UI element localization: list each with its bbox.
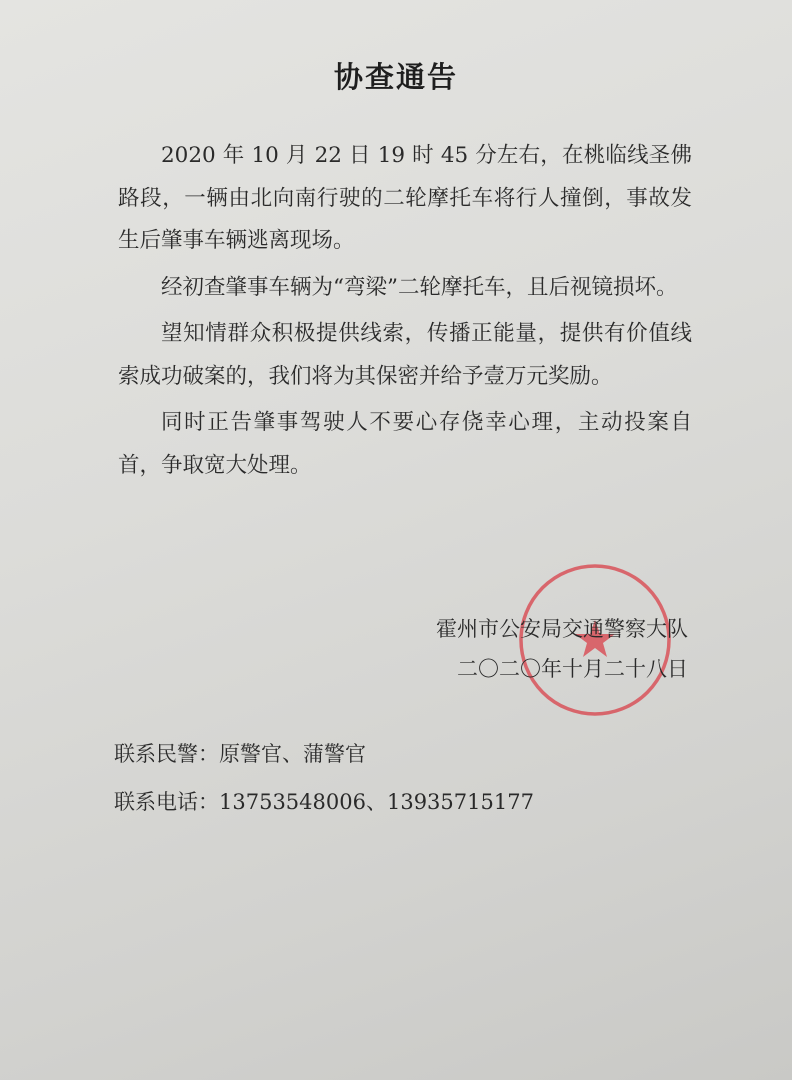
contact-phones <box>114 786 534 816</box>
issuing-organization: 霍州市公安局交通警察大队 <box>436 617 688 641</box>
contact-officers-value: 原警官、蒲警官 <box>219 742 366 766</box>
contact-officers <box>114 738 366 768</box>
paragraph-incident: 2020 年 10 月 22 日 19 时 45 分左右，在桃临线圣佛路段，一辆由北向南行驶的二轮摩托车将行人撞倒，事故发生后肇事车辆逃离现场。 <box>118 143 692 253</box>
contact-phones-label: 联系电话： <box>114 790 219 814</box>
paragraph-vehicle: 经初查肇事车辆为“弯梁”二轮摩托车，且后视镜损坏。 <box>161 274 678 300</box>
issue-date: 二〇二〇年十月二十八日 <box>457 657 688 681</box>
paragraph-warning: 同时正告肇事驾驶人不要心存侥幸心理，主动投案自首，争取宽大处理。 <box>118 410 692 478</box>
contact-officers-label: 联系民警： <box>114 742 219 766</box>
contact-phones-value: 13753548006、13935715177 <box>219 790 534 814</box>
notice-body <box>118 135 692 491</box>
notice-title: 协查通告 <box>333 60 458 94</box>
paragraph-reward: 望知情群众积极提供线索，传播正能量，提供有价值线索成功破案的，我们将为其保密并给予壹万元奖励。 <box>118 321 692 389</box>
